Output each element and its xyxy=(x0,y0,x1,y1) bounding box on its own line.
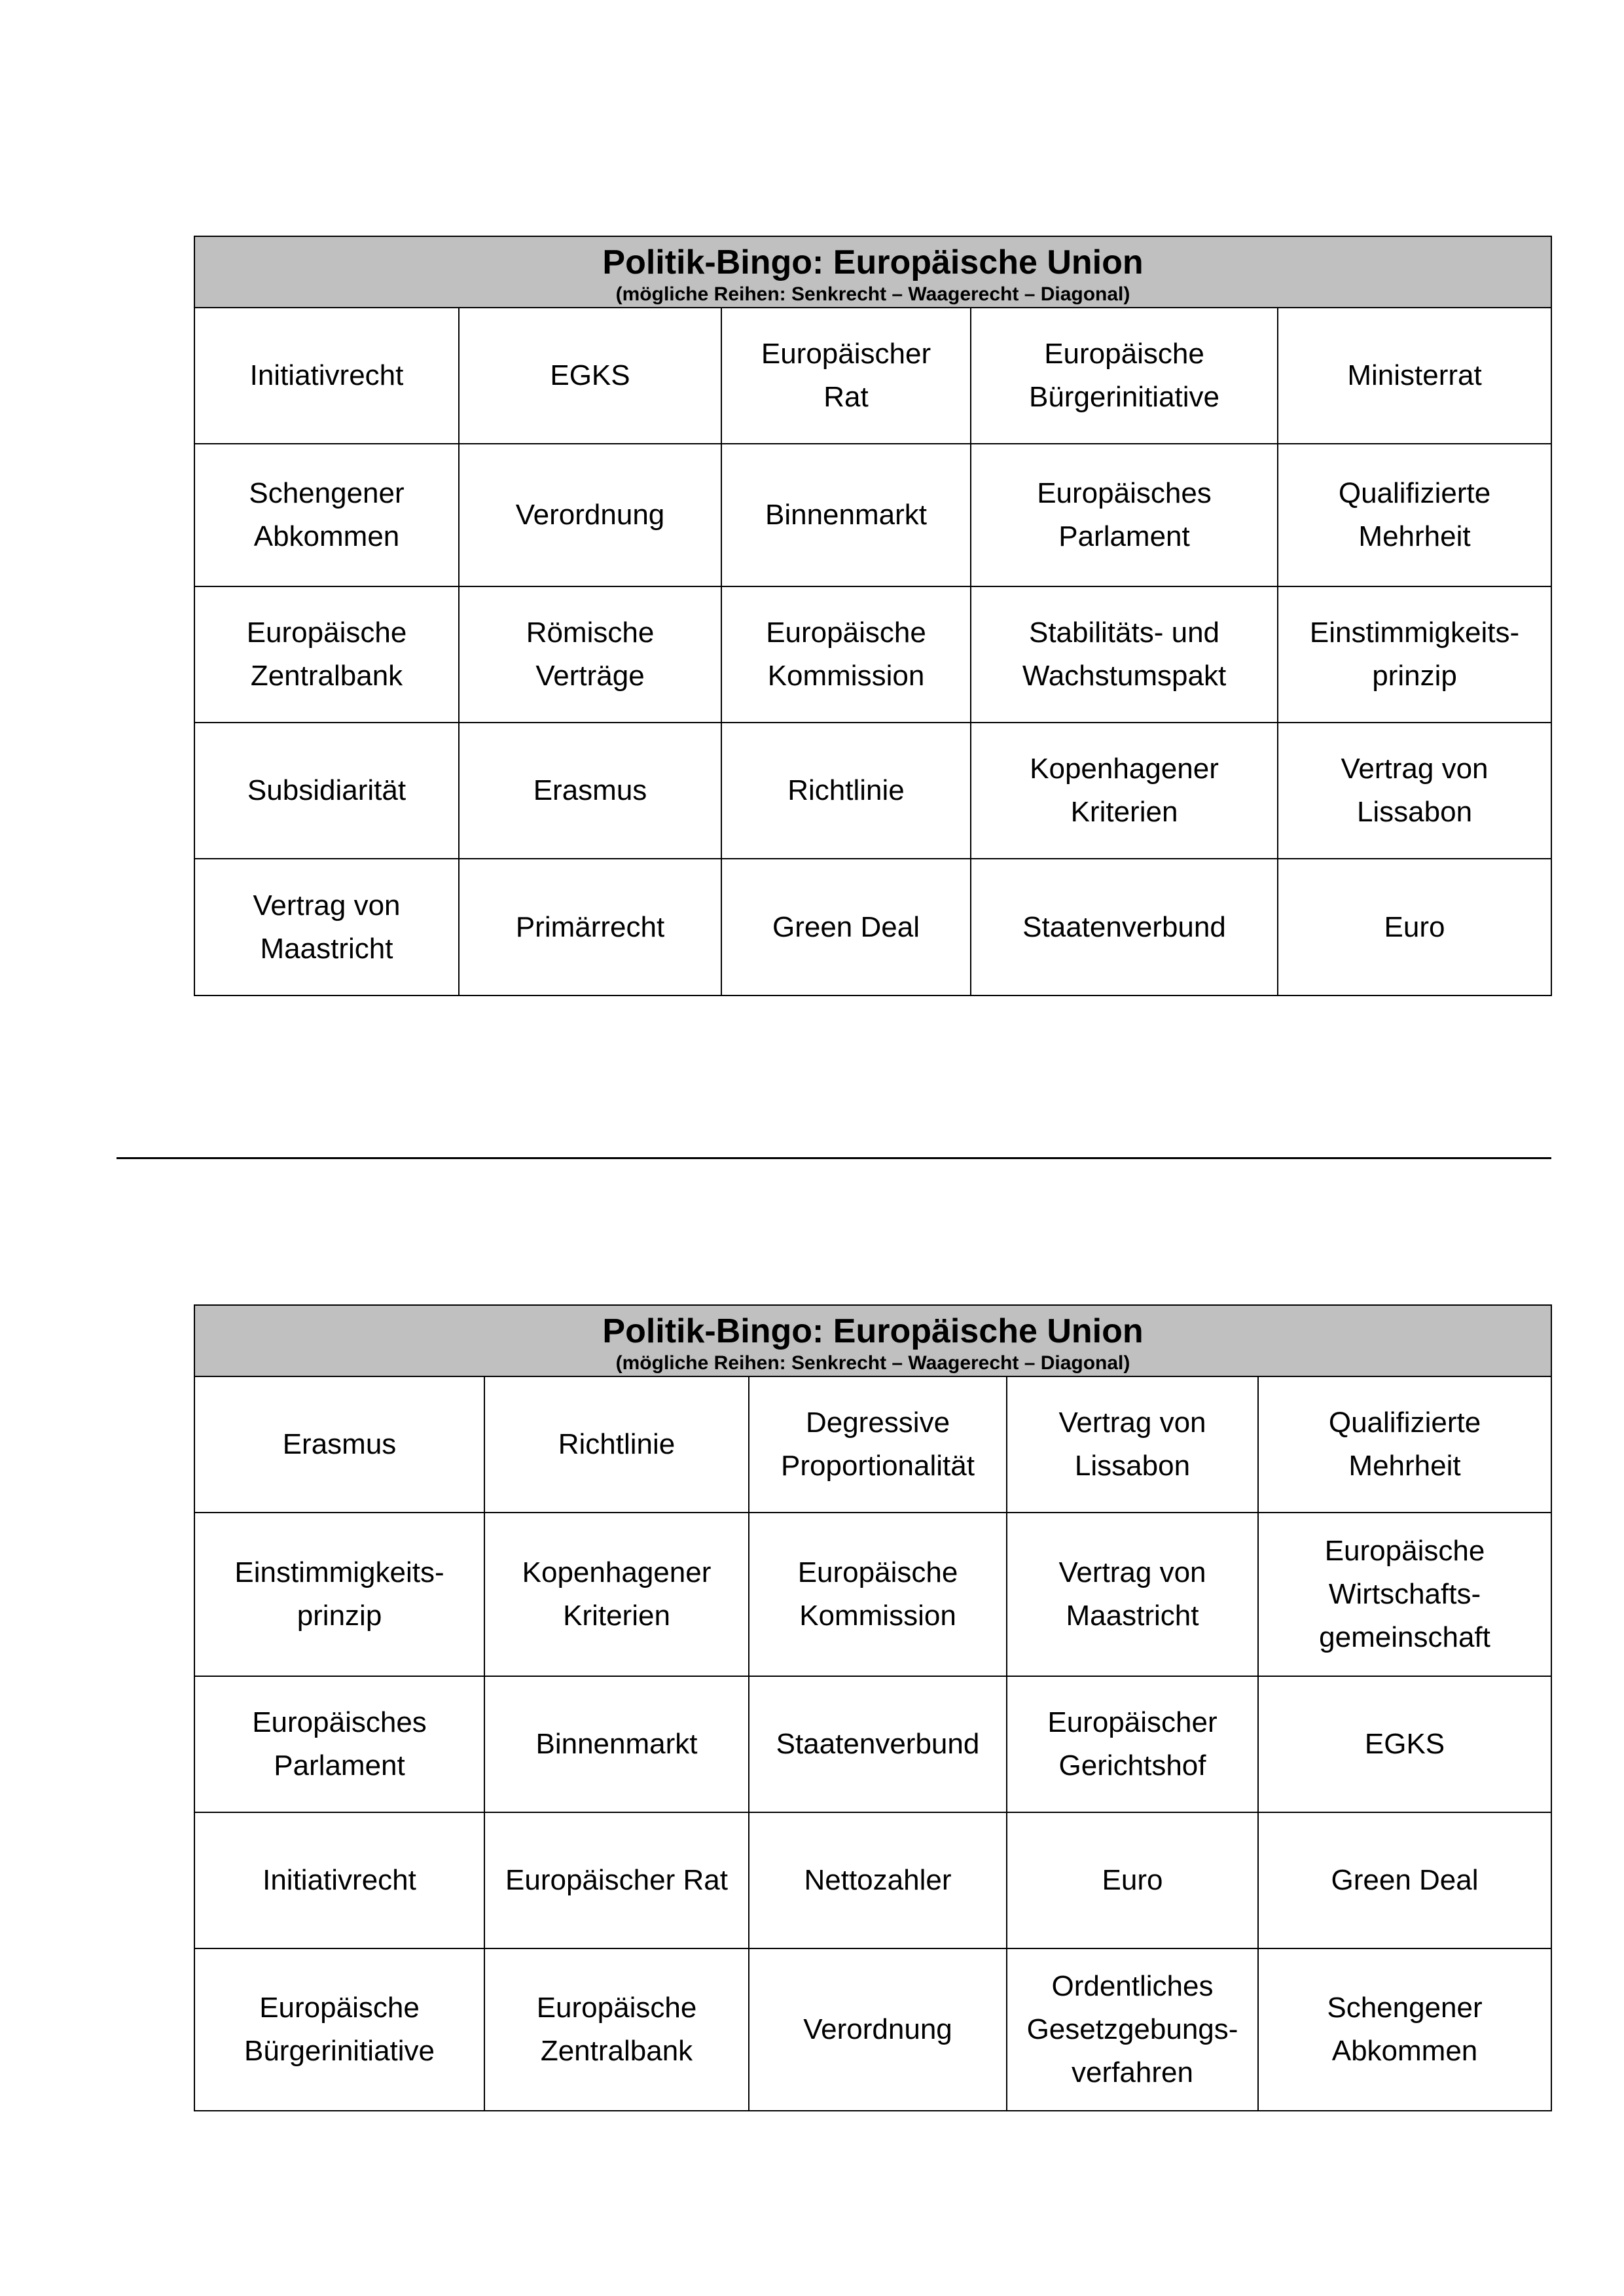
bingo-row xyxy=(194,444,1551,586)
bingo-cell xyxy=(1007,1513,1258,1676)
bingo-cell-text: Kopenhagener Kriterien xyxy=(1030,753,1219,828)
bingo-row xyxy=(194,859,1551,996)
bingo-card-subtitle: (mögliche Reihen: Senkrecht – Waagerecht – Diagonal) xyxy=(615,283,1130,305)
bingo-cell xyxy=(484,1376,749,1513)
bingo-cell xyxy=(1278,308,1551,444)
bingo-cell xyxy=(194,723,459,859)
bingo-cell-text: Qualifizierte Mehrheit xyxy=(1328,1407,1481,1482)
bingo-cell-text: Einstimmigkeits- prinzip xyxy=(234,1556,444,1632)
bingo-cell xyxy=(194,444,459,586)
bingo-row xyxy=(194,1676,1551,1812)
bingo-cell xyxy=(459,444,721,586)
bingo-cell xyxy=(971,859,1278,996)
bingo-cell-text: Ministerrat xyxy=(1347,359,1482,391)
bingo-cell-text: Staatenverbund xyxy=(1022,910,1226,943)
bingo-cell xyxy=(721,308,971,444)
bingo-cell-text: Europäischer Gerichtshof xyxy=(1047,1706,1218,1782)
bingo-cell-text: Ordentliches Gesetzgebungs- verfahren xyxy=(1026,1970,1238,2089)
cut-line-divider xyxy=(117,1157,1551,1159)
bingo-cell xyxy=(194,586,459,723)
bingo-card-header xyxy=(194,236,1551,308)
bingo-cell-text: Europäische Kommission xyxy=(797,1556,958,1632)
bingo-cell-text: Einstimmigkeits- prinzip xyxy=(1309,617,1520,692)
bingo-cell-text: Binnenmarkt xyxy=(765,499,927,531)
bingo-cell xyxy=(194,1513,484,1676)
bingo-cell xyxy=(971,444,1278,586)
bingo-cell-text: Europäische Wirtschafts- gemeinschaft xyxy=(1319,1535,1490,1653)
bingo-cell xyxy=(484,1812,749,1948)
bingo-cell-text: Vertrag von Lissabon xyxy=(1341,753,1489,828)
bingo-cell xyxy=(1007,1676,1258,1812)
bingo-cell xyxy=(1258,1376,1551,1513)
bingo-cell-text: Europäische Kommission xyxy=(766,617,926,692)
bingo-cell-text: Primärrecht xyxy=(515,910,665,943)
bingo-cell xyxy=(459,859,721,996)
bingo-cell-text: Schengener Abkommen xyxy=(249,477,405,552)
bingo-cell-text: Nettozahler xyxy=(804,1864,952,1896)
bingo-row xyxy=(194,586,1551,723)
bingo-row xyxy=(194,723,1551,859)
bingo-card-header xyxy=(194,1305,1551,1376)
bingo-row xyxy=(194,1376,1551,1513)
bingo-cell-text: Europäisches Parlament xyxy=(252,1706,427,1782)
bingo-cell-text: Euro xyxy=(1384,910,1445,943)
bingo-cell-text: Green Deal xyxy=(772,910,920,943)
bingo-cell xyxy=(194,1812,484,1948)
bingo-cell xyxy=(459,586,721,723)
bingo-cell xyxy=(749,1513,1007,1676)
bingo-cell-text: Vertrag von Lissabon xyxy=(1058,1407,1206,1482)
bingo-cell-text: Verordnung xyxy=(515,499,665,531)
bingo-cell xyxy=(194,308,459,444)
bingo-cell xyxy=(1278,859,1551,996)
bingo-cell xyxy=(971,308,1278,444)
bingo-cell xyxy=(1258,1948,1551,2111)
bingo-cell xyxy=(971,723,1278,859)
bingo-cell-text: Richtlinie xyxy=(787,774,905,806)
bingo-row xyxy=(194,1948,1551,2111)
bingo-card-title: Politik-Bingo: Europäische Union xyxy=(602,1312,1144,1350)
bingo-cell xyxy=(1007,1948,1258,2111)
bingo-cell-text: Degressive Proportionalität xyxy=(781,1407,975,1482)
bingo-cell xyxy=(194,1676,484,1812)
bingo-cell-text: Europäische Zentralbank xyxy=(536,1992,697,2067)
bingo-cell xyxy=(721,723,971,859)
bingo-cell-text: Erasmus xyxy=(282,1428,397,1460)
bingo-cell-text: EGKS xyxy=(1364,1728,1445,1760)
bingo-cell-text: Staatenverbund xyxy=(776,1728,980,1760)
bingo-cell xyxy=(459,723,721,859)
bingo-cell xyxy=(194,1376,484,1513)
bingo-cell-text: Initiativrecht xyxy=(262,1864,416,1896)
bingo-cell-text: Europäischer Rat xyxy=(761,338,931,413)
bingo-card-2 xyxy=(194,1304,1552,2111)
bingo-card-title: Politik-Bingo: Europäische Union xyxy=(602,243,1144,281)
bingo-cell xyxy=(1258,1812,1551,1948)
bingo-cell xyxy=(1278,444,1551,586)
bingo-card-subtitle: (mögliche Reihen: Senkrecht – Waagerecht – Diagonal) xyxy=(615,1352,1130,1374)
bingo-card-1 xyxy=(194,236,1552,996)
bingo-cell xyxy=(749,1812,1007,1948)
bingo-cell xyxy=(1278,586,1551,723)
bingo-cell xyxy=(749,1676,1007,1812)
bingo-cell-text: Erasmus xyxy=(533,774,647,806)
bingo-row xyxy=(194,308,1551,444)
bingo-row xyxy=(194,1812,1551,1948)
bingo-cell xyxy=(1278,723,1551,859)
bingo-cell xyxy=(749,1948,1007,2111)
bingo-cell-text: Richtlinie xyxy=(558,1428,676,1460)
bingo-cell-text: Europäische Bürgerinitiative xyxy=(1028,338,1220,413)
bingo-cell xyxy=(484,1513,749,1676)
bingo-cell xyxy=(484,1676,749,1812)
bingo-cell-text: Binnenmarkt xyxy=(535,1728,698,1760)
bingo-cell xyxy=(721,859,971,996)
bingo-cell xyxy=(971,586,1278,723)
bingo-cell-text: Green Deal xyxy=(1331,1864,1479,1896)
bingo-cell xyxy=(194,859,459,996)
bingo-cell-text: Euro xyxy=(1102,1864,1163,1896)
bingo-cell xyxy=(484,1948,749,2111)
bingo-cell-text: Subsidiarität xyxy=(247,774,406,806)
bingo-cell xyxy=(1258,1676,1551,1812)
bingo-cell-text: Europäische Bürgerinitiative xyxy=(244,1992,435,2067)
bingo-cell xyxy=(1007,1812,1258,1948)
bingo-cell-text: Initiativrecht xyxy=(249,359,404,391)
bingo-cell-text: Europäische Zentralbank xyxy=(246,617,407,692)
bingo-cell-text: Vertrag von Maastricht xyxy=(253,889,401,965)
bingo-cell xyxy=(721,586,971,723)
bingo-cell xyxy=(1007,1376,1258,1513)
bingo-cell xyxy=(1258,1513,1551,1676)
bingo-cell-text: Qualifizierte Mehrheit xyxy=(1338,477,1491,552)
bingo-cell-text: Stabilitäts- und Wachstumspakt xyxy=(1022,617,1227,692)
bingo-cell xyxy=(721,444,971,586)
bingo-row xyxy=(194,1513,1551,1676)
bingo-cell-text: Schengener Abkommen xyxy=(1327,1992,1483,2067)
bingo-cell xyxy=(459,308,721,444)
bingo-cell-text: Europäisches Parlament xyxy=(1037,477,1212,552)
bingo-cell-text: Römische Verträge xyxy=(526,617,655,692)
bingo-cell xyxy=(749,1376,1007,1513)
bingo-cell-text: Vertrag von Maastricht xyxy=(1058,1556,1206,1632)
bingo-cell-text: Europäischer Rat xyxy=(505,1864,728,1896)
bingo-cell xyxy=(194,1948,484,2111)
bingo-cell-text: Kopenhagener Kriterien xyxy=(522,1556,712,1632)
bingo-cell-text: EGKS xyxy=(550,359,630,391)
bingo-cell-text: Verordnung xyxy=(803,2013,952,2045)
